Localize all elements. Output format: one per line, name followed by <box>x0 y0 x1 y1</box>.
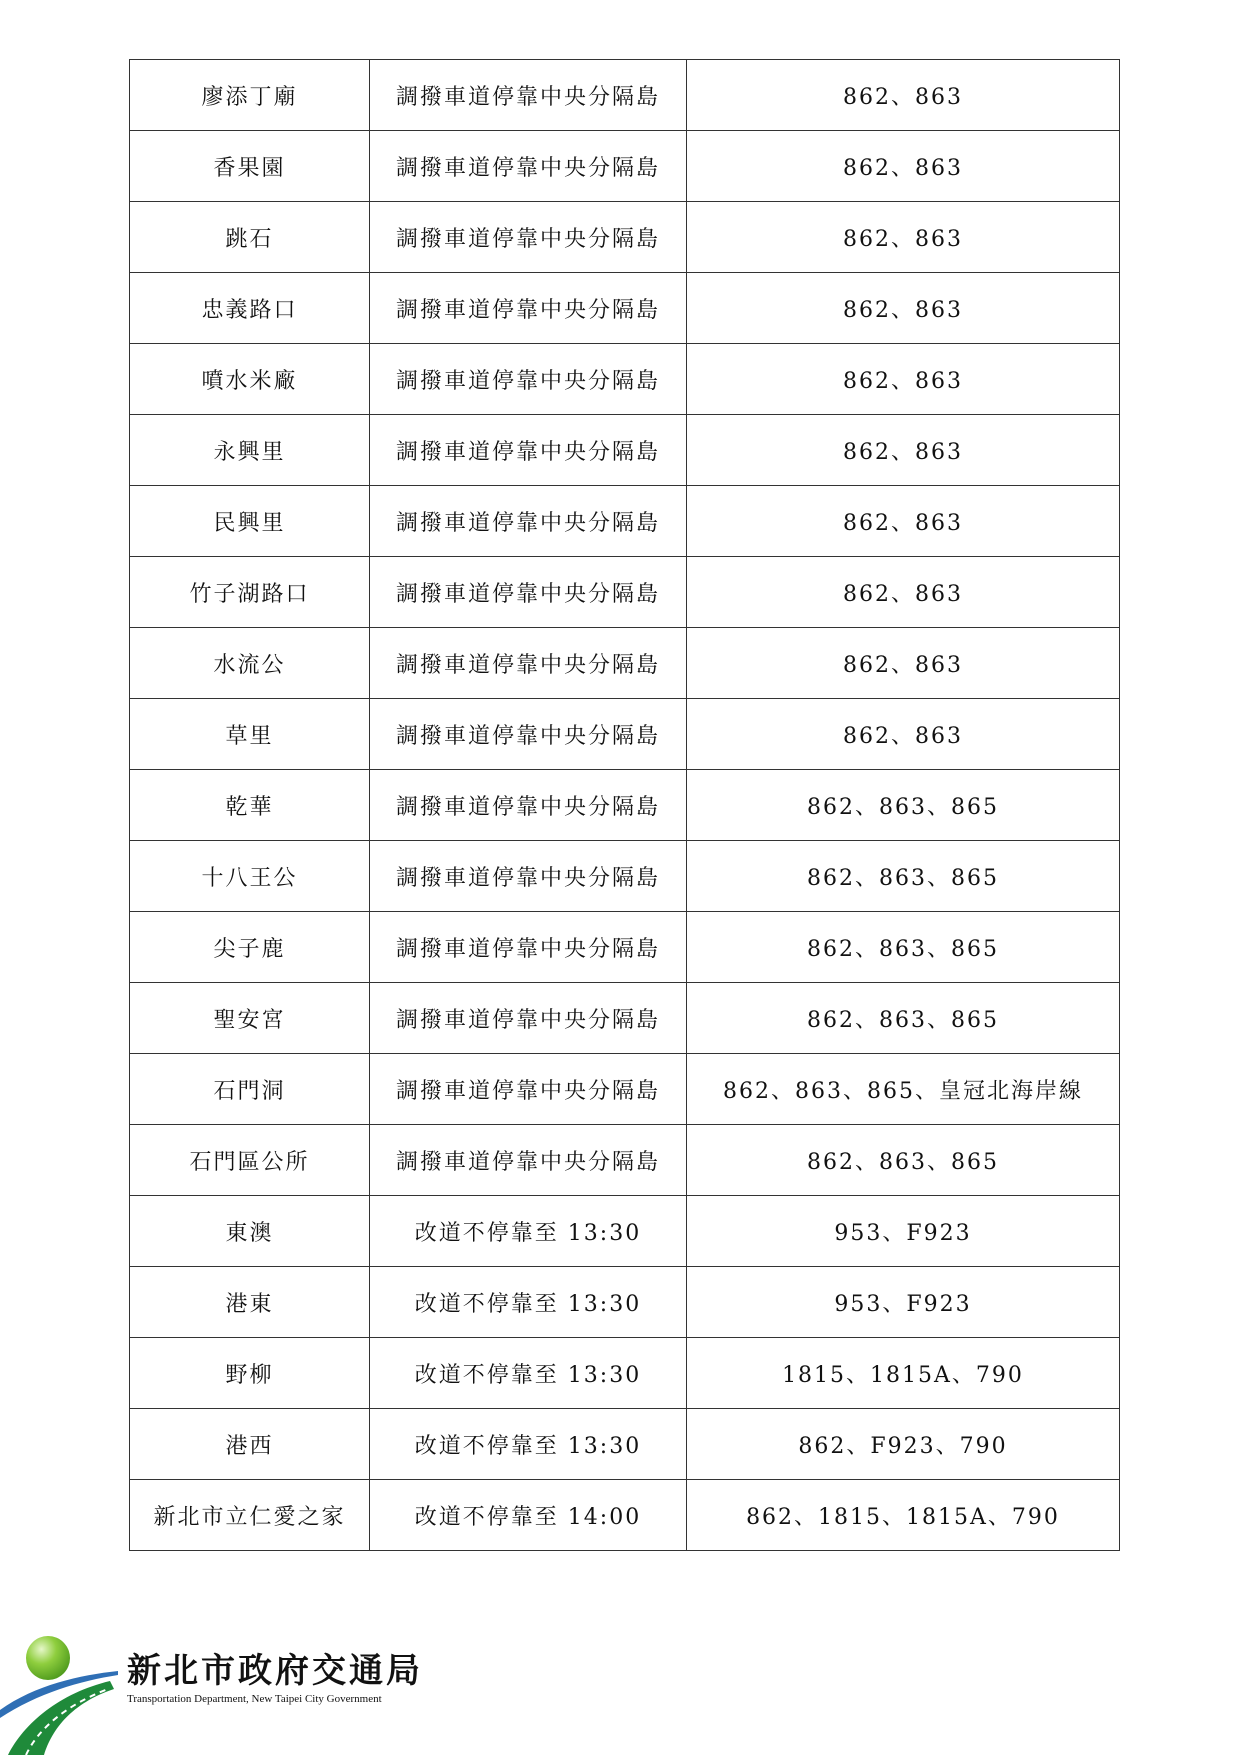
measure-cell: 調撥車道停靠中央分隔島 <box>370 841 687 912</box>
routes-cell: 862、863 <box>687 486 1120 557</box>
table-row <box>130 1409 1120 1480</box>
stop-name-cell: 港東 <box>130 1267 370 1338</box>
measure-cell: 調撥車道停靠中央分隔島 <box>370 1125 687 1196</box>
stop-name-cell: 乾華 <box>130 770 370 841</box>
table-row <box>130 202 1120 273</box>
routes-cell: 953、F923 <box>687 1196 1120 1267</box>
table-row <box>130 60 1120 131</box>
table-row <box>130 699 1120 770</box>
stop-name-cell: 草里 <box>130 699 370 770</box>
table-row <box>130 131 1120 202</box>
measure-cell: 改道不停靠至 13:30 <box>370 1196 687 1267</box>
table-row <box>130 770 1120 841</box>
measure-cell: 改道不停靠至 13:30 <box>370 1338 687 1409</box>
routes-cell: 862、863、865 <box>687 983 1120 1054</box>
table-row <box>130 1196 1120 1267</box>
measure-cell: 調撥車道停靠中央分隔島 <box>370 344 687 415</box>
stop-name-cell: 香果園 <box>130 131 370 202</box>
table-row <box>130 1267 1120 1338</box>
department-logo-icon <box>0 1605 125 1755</box>
routes-cell: 862、863 <box>687 699 1120 770</box>
measure-cell: 調撥車道停靠中央分隔島 <box>370 912 687 983</box>
measure-cell: 調撥車道停靠中央分隔島 <box>370 273 687 344</box>
routes-cell: 862、863 <box>687 131 1120 202</box>
table-body <box>130 60 1120 1551</box>
measure-cell: 調撥車道停靠中央分隔島 <box>370 699 687 770</box>
org-name-english: Transportation Department, New Taipei City Government <box>127 1693 382 1705</box>
measure-cell: 調撥車道停靠中央分隔島 <box>370 983 687 1054</box>
table-row <box>130 912 1120 983</box>
measure-cell: 改道不停靠至 14:00 <box>370 1480 687 1551</box>
table-row <box>130 273 1120 344</box>
table-row <box>130 983 1120 1054</box>
stop-name-cell: 野柳 <box>130 1338 370 1409</box>
org-name: 新北市政府交通局 <box>127 1651 423 1691</box>
routes-cell: 862、F923、790 <box>687 1409 1120 1480</box>
routes-cell: 862、1815、1815A、790 <box>687 1480 1120 1551</box>
measure-cell: 調撥車道停靠中央分隔島 <box>370 486 687 557</box>
routes-cell: 862、863、865 <box>687 841 1120 912</box>
routes-cell: 862、863、865 <box>687 912 1120 983</box>
measure-cell: 調撥車道停靠中央分隔島 <box>370 628 687 699</box>
stop-name-cell: 聖安宮 <box>130 983 370 1054</box>
stop-name-cell: 十八王公 <box>130 841 370 912</box>
measure-cell: 調撥車道停靠中央分隔島 <box>370 557 687 628</box>
table-row <box>130 1338 1120 1409</box>
stop-name-cell: 石門區公所 <box>130 1125 370 1196</box>
stop-name-cell: 尖子鹿 <box>130 912 370 983</box>
routes-cell: 862、863 <box>687 60 1120 131</box>
stop-name-cell: 廖添丁廟 <box>130 60 370 131</box>
routes-cell: 862、863 <box>687 557 1120 628</box>
footer-logo <box>0 1605 460 1755</box>
stop-name-cell: 跳石 <box>130 202 370 273</box>
table-row <box>130 1480 1120 1551</box>
table-row <box>130 486 1120 557</box>
table-row <box>130 557 1120 628</box>
stop-name-cell: 忠義路口 <box>130 273 370 344</box>
routes-cell: 953、F923 <box>687 1267 1120 1338</box>
measure-cell: 調撥車道停靠中央分隔島 <box>370 770 687 841</box>
table-row <box>130 344 1120 415</box>
table-row <box>130 1054 1120 1125</box>
table-row <box>130 628 1120 699</box>
routes-cell: 862、863、865、皇冠北海岸線 <box>687 1054 1120 1125</box>
measure-cell: 改道不停靠至 13:30 <box>370 1267 687 1338</box>
routes-cell: 862、863 <box>687 415 1120 486</box>
routes-cell: 862、863 <box>687 202 1120 273</box>
measure-cell: 調撥車道停靠中央分隔島 <box>370 415 687 486</box>
stop-name-cell: 噴水米廠 <box>130 344 370 415</box>
table-row <box>130 841 1120 912</box>
routes-cell: 862、863 <box>687 628 1120 699</box>
table-row <box>130 1125 1120 1196</box>
routes-cell: 862、863、865 <box>687 1125 1120 1196</box>
measure-cell: 調撥車道停靠中央分隔島 <box>370 202 687 273</box>
measure-cell: 調撥車道停靠中央分隔島 <box>370 60 687 131</box>
stop-name-cell: 石門洞 <box>130 1054 370 1125</box>
stop-name-cell: 永興里 <box>130 415 370 486</box>
table-row <box>130 415 1120 486</box>
routes-cell: 862、863 <box>687 344 1120 415</box>
measure-cell: 調撥車道停靠中央分隔島 <box>370 131 687 202</box>
stop-name-cell: 新北市立仁愛之家 <box>130 1480 370 1551</box>
routes-cell: 862、863、865 <box>687 770 1120 841</box>
stop-name-cell: 民興里 <box>130 486 370 557</box>
logo-ball <box>26 1636 70 1680</box>
measure-cell: 調撥車道停靠中央分隔島 <box>370 1054 687 1125</box>
stop-name-cell: 東澳 <box>130 1196 370 1267</box>
routes-cell: 862、863 <box>687 273 1120 344</box>
stop-table <box>129 59 1120 1551</box>
measure-cell: 改道不停靠至 13:30 <box>370 1409 687 1480</box>
logo-road <box>8 1681 114 1755</box>
routes-cell: 1815、1815A、790 <box>687 1338 1120 1409</box>
stop-name-cell: 竹子湖路口 <box>130 557 370 628</box>
stop-name-cell: 港西 <box>130 1409 370 1480</box>
stop-name-cell: 水流公 <box>130 628 370 699</box>
